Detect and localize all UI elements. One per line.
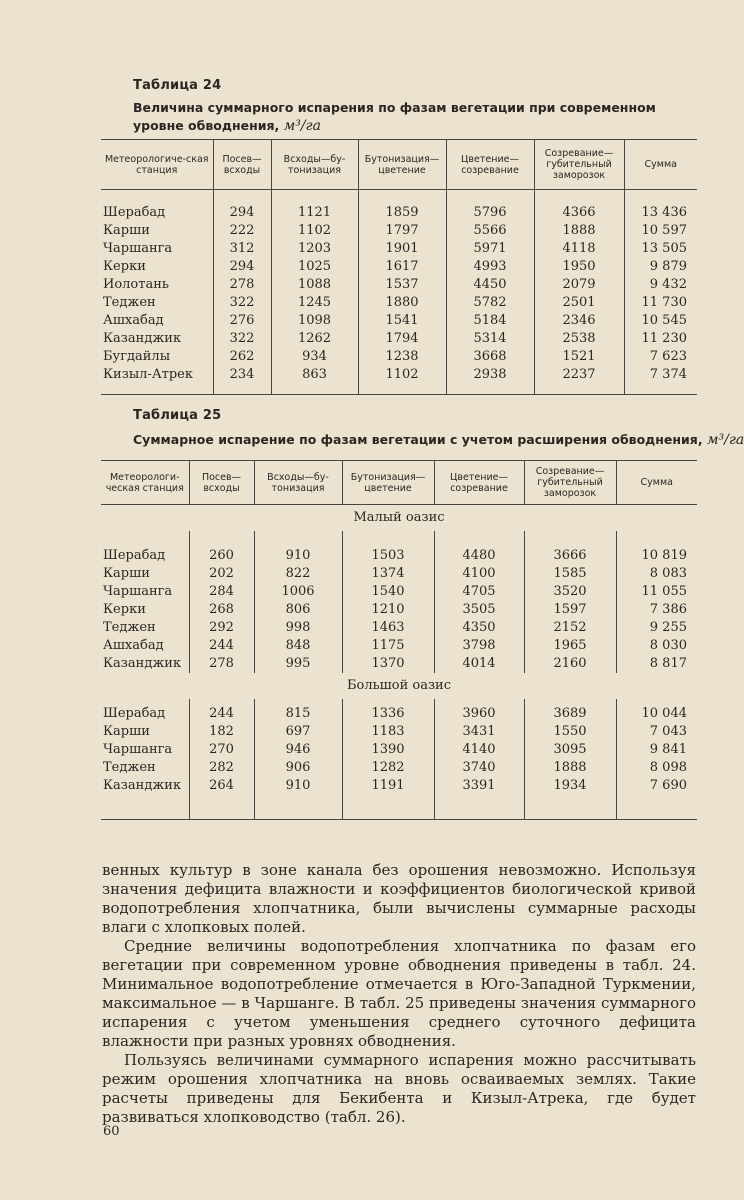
table-row bbox=[101, 294, 697, 312]
station-name-cell: Казанджик bbox=[103, 656, 182, 671]
value-cell: 910 bbox=[254, 777, 342, 795]
value-cell: 1121 bbox=[271, 204, 358, 222]
value-cell: 3668 bbox=[446, 348, 534, 366]
table-row bbox=[101, 777, 697, 795]
value-cell: 3520 bbox=[524, 583, 616, 601]
table-24-header-row bbox=[101, 140, 697, 190]
value-cell: 1203 bbox=[271, 240, 358, 258]
station-name-cell: Теджен bbox=[103, 620, 156, 635]
value-cell: 4480 bbox=[434, 547, 524, 565]
section-title: Большой оазис bbox=[346, 678, 452, 693]
value-cell: 3960 bbox=[434, 705, 524, 723]
value-cell: 806 bbox=[254, 601, 342, 619]
value-cell: 11 730 bbox=[624, 294, 697, 312]
body-text bbox=[102, 861, 696, 1127]
paragraph: Средние величины водопотребления хлопчатника по фазам его вегетации при современном уровне обводнения приведены в табл. 24. Минимальное водопотребление отмечается в Юго-Западной Туркмении, максимальное — в Чаршанге. В табл. 25 приведены значения суммарного испарения с учетом уменьшения среднего суточного дефицита влажности при разных уровнях обводнения. bbox=[102, 937, 696, 1050]
value-cell: 5796 bbox=[446, 204, 534, 222]
table-row bbox=[101, 723, 697, 741]
table-24-header-cell: Цветение—созревание bbox=[446, 140, 534, 190]
value-cell: 2538 bbox=[534, 330, 624, 348]
value-cell: 1463 bbox=[342, 619, 434, 637]
value-cell: 13 436 bbox=[624, 204, 697, 222]
spacer-row bbox=[101, 190, 697, 205]
table-24-title: Таблица 24 bbox=[133, 78, 222, 93]
value-cell: 1585 bbox=[524, 565, 616, 583]
station-name-cell: Теджен bbox=[103, 295, 156, 310]
table-25-body bbox=[101, 505, 697, 820]
value-cell: 1245 bbox=[271, 294, 358, 312]
value-cell: 2237 bbox=[534, 366, 624, 384]
table-row bbox=[101, 601, 697, 619]
value-cell: 11 230 bbox=[624, 330, 697, 348]
station-name-cell: Ашхабад bbox=[103, 313, 164, 328]
value-cell: 4450 bbox=[446, 276, 534, 294]
value-cell: 9 841 bbox=[616, 741, 697, 759]
value-cell: 4705 bbox=[434, 583, 524, 601]
table-24-header-cell: Всходы—бу-тонизация bbox=[271, 140, 358, 190]
value-cell: 3740 bbox=[434, 759, 524, 777]
value-cell: 8 817 bbox=[616, 655, 697, 673]
section-row bbox=[101, 673, 697, 699]
value-cell: 1102 bbox=[271, 222, 358, 240]
value-cell: 8 030 bbox=[616, 637, 697, 655]
value-cell: 1888 bbox=[534, 222, 624, 240]
value-cell: 284 bbox=[189, 583, 254, 601]
value-cell: 292 bbox=[189, 619, 254, 637]
table-25-unit: м³/га bbox=[706, 432, 744, 448]
value-cell: 5314 bbox=[446, 330, 534, 348]
table-25 bbox=[101, 460, 697, 820]
table-row bbox=[101, 583, 697, 601]
value-cell: 1336 bbox=[342, 705, 434, 723]
value-cell: 4366 bbox=[534, 204, 624, 222]
station-name-cell: Ашхабад bbox=[103, 638, 164, 653]
station-name-cell: Шерабад bbox=[103, 205, 166, 220]
table-row bbox=[101, 565, 697, 583]
value-cell: 7 043 bbox=[616, 723, 697, 741]
table-25-header-cell: Бутонизация—цветение bbox=[342, 461, 434, 505]
value-cell: 1859 bbox=[358, 204, 446, 222]
station-name-cell: Теджен bbox=[103, 760, 156, 775]
value-cell: 822 bbox=[254, 565, 342, 583]
value-cell: 1934 bbox=[524, 777, 616, 795]
station-name-cell: Чаршанга bbox=[103, 241, 173, 256]
table-24-caption-text: Величина суммарного испарения по фазам вегетации при современном уровне обводнения, bbox=[133, 100, 656, 133]
value-cell: 863 bbox=[271, 366, 358, 384]
table-24-caption bbox=[133, 99, 693, 135]
spacer-row bbox=[101, 795, 697, 820]
station-name-cell: Шерабад bbox=[103, 706, 166, 721]
value-cell: 312 bbox=[213, 240, 271, 258]
station-name-cell: Иолотань bbox=[103, 277, 169, 292]
value-cell: 13 505 bbox=[624, 240, 697, 258]
table-24-header-cell: Посев—всходы bbox=[213, 140, 271, 190]
value-cell: 4140 bbox=[434, 741, 524, 759]
table-row bbox=[101, 276, 697, 294]
table-25-header-cell: Всходы—бу-тонизация bbox=[254, 461, 342, 505]
station-name-cell: Кизыл-Атрек bbox=[103, 367, 193, 382]
table-25-header-cell: Посев—всходы bbox=[189, 461, 254, 505]
value-cell: 2152 bbox=[524, 619, 616, 637]
table-row bbox=[101, 258, 697, 276]
value-cell: 3505 bbox=[434, 601, 524, 619]
table-25-header-cell: Цветение—созревание bbox=[434, 461, 524, 505]
value-cell: 276 bbox=[213, 312, 271, 330]
table-24-body bbox=[101, 190, 697, 395]
value-cell: 9 255 bbox=[616, 619, 697, 637]
table-row bbox=[101, 705, 697, 723]
value-cell: 1370 bbox=[342, 655, 434, 673]
value-cell: 1521 bbox=[534, 348, 624, 366]
value-cell: 1880 bbox=[358, 294, 446, 312]
value-cell: 264 bbox=[189, 777, 254, 795]
value-cell: 5782 bbox=[446, 294, 534, 312]
value-cell: 222 bbox=[213, 222, 271, 240]
value-cell: 1794 bbox=[358, 330, 446, 348]
value-cell: 10 819 bbox=[616, 547, 697, 565]
table-24-header-cell: Созревание—губительный заморозок bbox=[534, 140, 624, 190]
table-row bbox=[101, 655, 697, 673]
spacer-row bbox=[101, 531, 697, 547]
table-25-header-row bbox=[101, 461, 697, 505]
value-cell: 322 bbox=[213, 294, 271, 312]
table-row bbox=[101, 348, 697, 366]
value-cell: 4100 bbox=[434, 565, 524, 583]
page-number: 60 bbox=[103, 1124, 120, 1139]
value-cell: 244 bbox=[189, 705, 254, 723]
value-cell: 3095 bbox=[524, 741, 616, 759]
table-24-header-cell: Метеорологиче-ская станция bbox=[101, 140, 213, 190]
value-cell: 4993 bbox=[446, 258, 534, 276]
paragraph: венных культур в зоне канала без орошения невозможно. Используя значения дефицита влажности и коэффициентов биологической кривой водопотребления хлопчатника, были вычислены суммарные расходы влаги с хлопковых полей. bbox=[102, 861, 696, 936]
table-row bbox=[101, 366, 697, 384]
spacer-row bbox=[101, 384, 697, 395]
table-25-caption-text: Суммарное испарение по фазам вегетации с учетом расширения обводнения, bbox=[133, 432, 703, 447]
value-cell: 1025 bbox=[271, 258, 358, 276]
value-cell: 9 879 bbox=[624, 258, 697, 276]
value-cell: 1390 bbox=[342, 741, 434, 759]
value-cell: 1175 bbox=[342, 637, 434, 655]
value-cell: 2501 bbox=[534, 294, 624, 312]
value-cell: 1965 bbox=[524, 637, 616, 655]
value-cell: 2160 bbox=[524, 655, 616, 673]
value-cell: 1901 bbox=[358, 240, 446, 258]
value-cell: 1262 bbox=[271, 330, 358, 348]
value-cell: 2079 bbox=[534, 276, 624, 294]
value-cell: 8 098 bbox=[616, 759, 697, 777]
table-row bbox=[101, 312, 697, 330]
value-cell: 294 bbox=[213, 204, 271, 222]
station-name-cell: Казанджик bbox=[103, 331, 182, 346]
value-cell: 995 bbox=[254, 655, 342, 673]
value-cell: 3689 bbox=[524, 705, 616, 723]
value-cell: 5184 bbox=[446, 312, 534, 330]
value-cell: 10 597 bbox=[624, 222, 697, 240]
value-cell: 1888 bbox=[524, 759, 616, 777]
value-cell: 1797 bbox=[358, 222, 446, 240]
table-row bbox=[101, 619, 697, 637]
value-cell: 182 bbox=[189, 723, 254, 741]
value-cell: 322 bbox=[213, 330, 271, 348]
value-cell: 234 bbox=[213, 366, 271, 384]
value-cell: 1098 bbox=[271, 312, 358, 330]
value-cell: 270 bbox=[189, 741, 254, 759]
table-row bbox=[101, 741, 697, 759]
table-25-title: Таблица 25 bbox=[133, 408, 222, 423]
value-cell: 7 386 bbox=[616, 601, 697, 619]
table-row bbox=[101, 759, 697, 777]
table-25-header-cell: Сумма bbox=[616, 461, 697, 505]
value-cell: 3798 bbox=[434, 637, 524, 655]
value-cell: 2346 bbox=[534, 312, 624, 330]
paragraph: Пользуясь величинами суммарного испарения можно рассчитывать режим орошения хлопчатника на вновь осваиваемых землях. Такие расчеты приведены для Бекибента и Кизыл-Атрека, где будет развиваться хлопководство (табл. 26). bbox=[102, 1051, 696, 1126]
value-cell: 1540 bbox=[342, 583, 434, 601]
value-cell: 4350 bbox=[434, 619, 524, 637]
value-cell: 848 bbox=[254, 637, 342, 655]
value-cell: 815 bbox=[254, 705, 342, 723]
section-title: Малый оазис bbox=[353, 510, 445, 525]
value-cell: 1503 bbox=[342, 547, 434, 565]
station-name-cell: Чаршанга bbox=[103, 742, 173, 757]
value-cell: 262 bbox=[213, 348, 271, 366]
value-cell: 278 bbox=[213, 276, 271, 294]
value-cell: 5566 bbox=[446, 222, 534, 240]
value-cell: 1088 bbox=[271, 276, 358, 294]
station-name-cell: Бугдайлы bbox=[103, 349, 171, 364]
value-cell: 946 bbox=[254, 741, 342, 759]
table-row bbox=[101, 330, 697, 348]
value-cell: 934 bbox=[271, 348, 358, 366]
table-row bbox=[101, 637, 697, 655]
value-cell: 1238 bbox=[358, 348, 446, 366]
value-cell: 1282 bbox=[342, 759, 434, 777]
value-cell: 278 bbox=[189, 655, 254, 673]
value-cell: 282 bbox=[189, 759, 254, 777]
value-cell: 697 bbox=[254, 723, 342, 741]
table-row bbox=[101, 222, 697, 240]
value-cell: 268 bbox=[189, 601, 254, 619]
value-cell: 202 bbox=[189, 565, 254, 583]
table-25-header-cell: Созревание—губительный заморозок bbox=[524, 461, 616, 505]
table-row bbox=[101, 547, 697, 565]
value-cell: 1191 bbox=[342, 777, 434, 795]
value-cell: 4118 bbox=[534, 240, 624, 258]
value-cell: 7 690 bbox=[616, 777, 697, 795]
value-cell: 3391 bbox=[434, 777, 524, 795]
station-name-cell: Казанджик bbox=[103, 778, 182, 793]
value-cell: 7 374 bbox=[624, 366, 697, 384]
table-25-caption bbox=[133, 431, 744, 449]
table-24-header-cell: Бутонизация—цветение bbox=[358, 140, 446, 190]
value-cell: 1374 bbox=[342, 565, 434, 583]
value-cell: 5971 bbox=[446, 240, 534, 258]
table-24-header-cell: Сумма bbox=[624, 140, 697, 190]
table-25-header-cell: Метеорологи-ческая станция bbox=[101, 461, 189, 505]
table-row bbox=[101, 240, 697, 258]
value-cell: 294 bbox=[213, 258, 271, 276]
table-24 bbox=[101, 139, 697, 395]
section-row bbox=[101, 505, 697, 532]
value-cell: 10 044 bbox=[616, 705, 697, 723]
value-cell: 1541 bbox=[358, 312, 446, 330]
value-cell: 1550 bbox=[524, 723, 616, 741]
value-cell: 1950 bbox=[534, 258, 624, 276]
value-cell: 260 bbox=[189, 547, 254, 565]
station-name-cell: Карши bbox=[103, 223, 150, 238]
value-cell: 906 bbox=[254, 759, 342, 777]
value-cell: 1537 bbox=[358, 276, 446, 294]
value-cell: 998 bbox=[254, 619, 342, 637]
value-cell: 1006 bbox=[254, 583, 342, 601]
value-cell: 8 083 bbox=[616, 565, 697, 583]
value-cell: 3431 bbox=[434, 723, 524, 741]
station-name-cell: Карши bbox=[103, 566, 150, 581]
value-cell: 3666 bbox=[524, 547, 616, 565]
value-cell: 1617 bbox=[358, 258, 446, 276]
station-name-cell: Чаршанга bbox=[103, 584, 173, 599]
value-cell: 7 623 bbox=[624, 348, 697, 366]
station-name-cell: Керки bbox=[103, 259, 146, 274]
value-cell: 2938 bbox=[446, 366, 534, 384]
value-cell: 1210 bbox=[342, 601, 434, 619]
value-cell: 4014 bbox=[434, 655, 524, 673]
station-name-cell: Карши bbox=[103, 724, 150, 739]
value-cell: 1597 bbox=[524, 601, 616, 619]
table-24-unit: м³/га bbox=[283, 118, 321, 134]
value-cell: 11 055 bbox=[616, 583, 697, 601]
table-row bbox=[101, 204, 697, 222]
value-cell: 244 bbox=[189, 637, 254, 655]
value-cell: 910 bbox=[254, 547, 342, 565]
value-cell: 10 545 bbox=[624, 312, 697, 330]
station-name-cell: Шерабад bbox=[103, 548, 166, 563]
value-cell: 1102 bbox=[358, 366, 446, 384]
value-cell: 1183 bbox=[342, 723, 434, 741]
value-cell: 9 432 bbox=[624, 276, 697, 294]
station-name-cell: Керки bbox=[103, 602, 146, 617]
